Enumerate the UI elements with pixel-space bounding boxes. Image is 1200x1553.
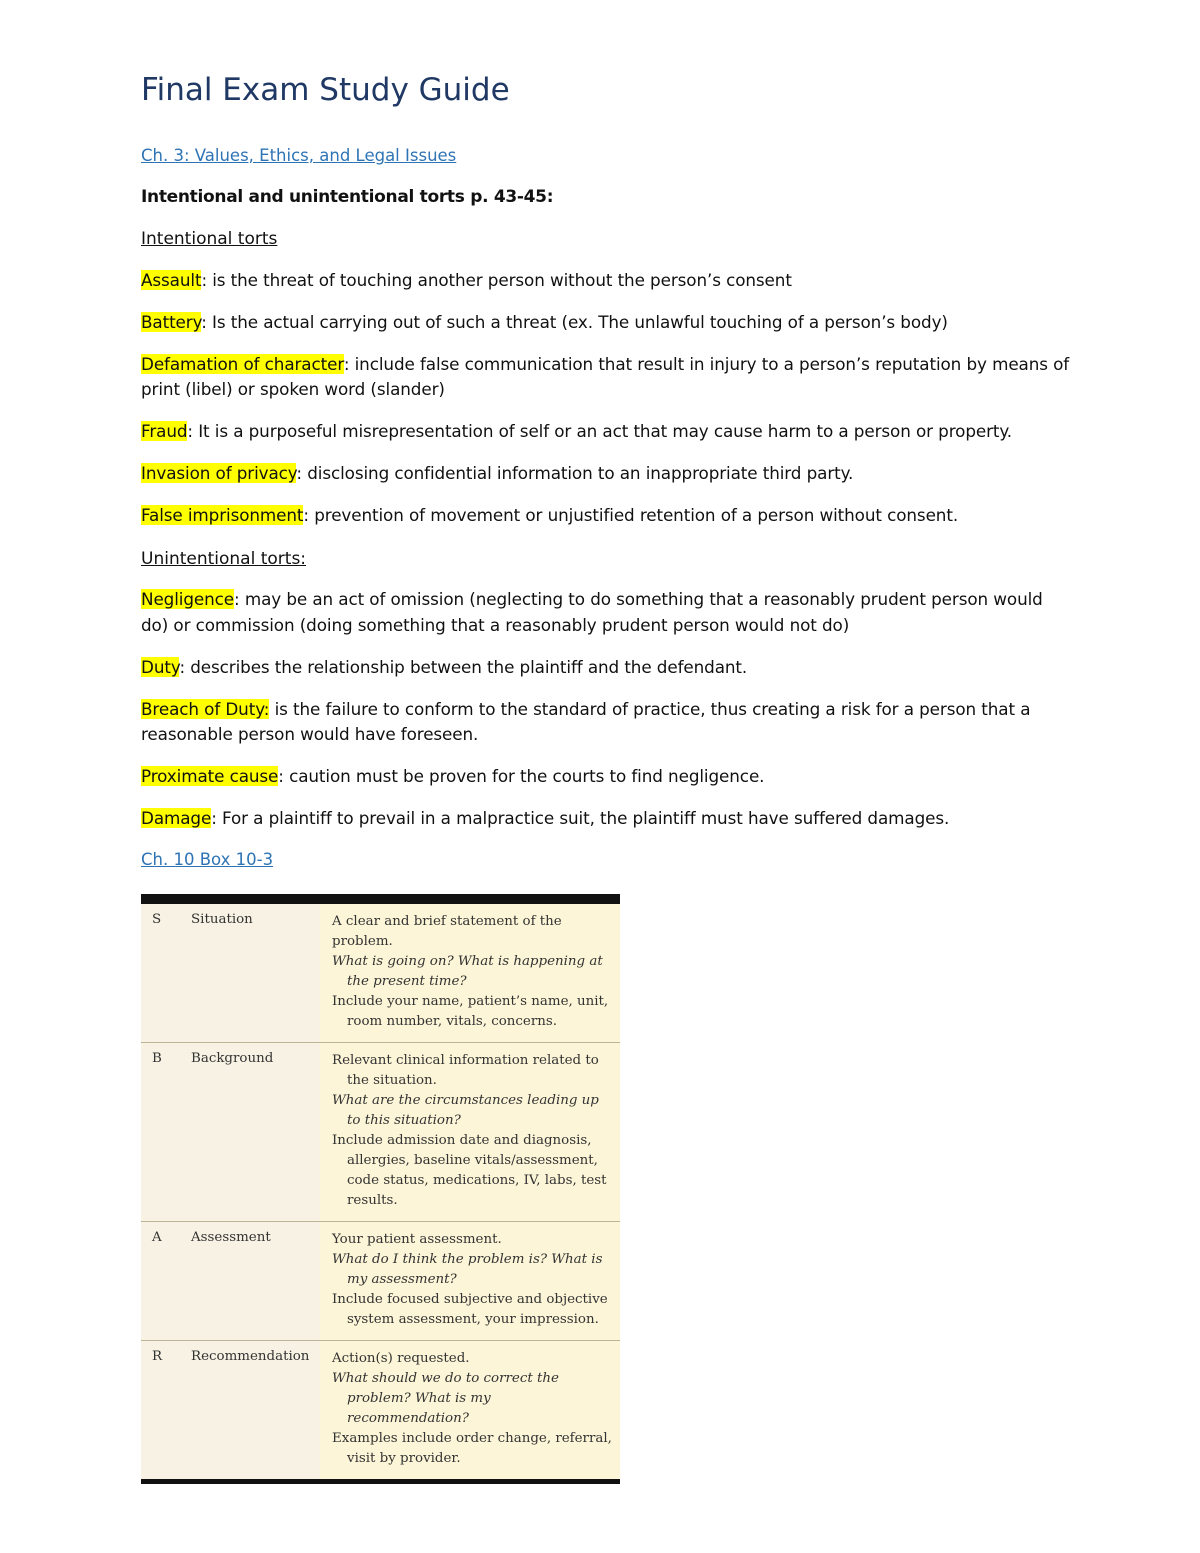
sbar-description — [320, 1043, 620, 1221]
sbar-letter: A — [141, 1222, 179, 1340]
term-text: : is the threat of touching another person without the person’s consent — [201, 269, 792, 290]
term-definition — [141, 655, 1071, 681]
sbar-line: Your patient assessment. — [332, 1232, 502, 1247]
sbar-description — [320, 904, 620, 1042]
term-text: : may be an act of omission (neglecting to do something that a reasonably prudent person would do) or commission (doing something that a reasonably prudent person would not do) — [141, 589, 1043, 635]
intentional-torts-label: Intentional torts — [141, 229, 278, 249]
term-definition — [141, 587, 1071, 638]
term-definition — [141, 352, 1071, 403]
term-highlight: Proximate cause — [141, 766, 279, 786]
sbar-question: What do I think the problem is? What is my assessment? — [332, 1252, 603, 1287]
term-highlight: Breach of Duty: — [141, 698, 270, 719]
term-text: : describes the relationship between the plaintiff and the defendant. — [179, 656, 748, 677]
intentional-torts-list — [141, 268, 1071, 529]
term-highlight: Assault — [141, 269, 202, 290]
torts-heading: Intentional and unintentional torts p. 43-45: — [141, 187, 554, 207]
term-highlight: Invasion of privacy — [141, 463, 297, 483]
term-definition — [141, 806, 1071, 832]
term-definition — [141, 419, 1071, 445]
sbar-line: Include focused subjective and objective system assessment, your impression. — [332, 1292, 608, 1327]
section-link-ch10-box[interactable]: Ch. 10 Box 10-3 — [141, 849, 274, 869]
sbar-question: What are the circumstances leading up to this situation? — [332, 1093, 599, 1128]
term-text: : prevention of movement or unjustified retention of a person without consent. — [303, 505, 959, 525]
sbar-row — [141, 904, 620, 1043]
sbar-line: Examples include order change, referral, visit by provider. — [332, 1431, 612, 1466]
term-highlight: Defamation of character — [141, 353, 344, 374]
term-text: : include false communication that result in injury to a person’s reputation by means of print (libel) or spoken word (slander) — [141, 353, 1070, 399]
sbar-description — [320, 1341, 620, 1479]
term-highlight: Battery — [141, 311, 202, 332]
term-text: : It is a purposeful misrepresentation of self or an act that may cause harm to a person or property. — [187, 421, 1013, 441]
sbar-letter: S — [141, 904, 179, 1042]
sbar-line: Action(s) requested. — [332, 1351, 470, 1366]
term-text: is the failure to conform to the standard of practice, thus creating a risk for a person that a reasonable person would have foreseen. — [141, 698, 1031, 744]
document-title: Final Exam Study Guide — [141, 72, 510, 108]
sbar-row — [141, 1043, 620, 1222]
section-link-ch3[interactable]: Ch. 3: Values, Ethics, and Legal Issues — [141, 146, 457, 165]
term-text: : For a plaintiff to prevail in a malpractice suit, the plaintiff must have suffered damages. — [211, 808, 950, 828]
sbar-line: A clear and brief statement of the problem. — [332, 914, 562, 949]
term-highlight: Negligence — [141, 589, 235, 609]
sbar-label: Assessment — [179, 1222, 320, 1340]
term-highlight: False imprisonment — [141, 505, 304, 525]
sbar-label: Background — [179, 1043, 320, 1221]
sbar-label: Recommendation — [179, 1341, 320, 1479]
term-definition — [141, 697, 1071, 748]
sbar-line: Relevant clinical information related to the situation. — [332, 1053, 599, 1088]
sbar-row — [141, 1222, 620, 1341]
sbar-table — [141, 894, 620, 1484]
term-definition — [141, 310, 1071, 336]
unintentional-torts-list — [141, 587, 1071, 832]
term-text: : disclosing confidential information to an inappropriate third party. — [296, 463, 854, 483]
term-definition — [141, 764, 1071, 790]
term-definition — [141, 503, 1071, 529]
sbar-label: Situation — [179, 904, 320, 1042]
term-definition — [141, 268, 1071, 294]
term-definition — [141, 461, 1071, 487]
sbar-line: Include your name, patient’s name, unit, room number, vitals, concerns. — [332, 994, 609, 1029]
term-highlight: Duty — [141, 656, 180, 677]
sbar-question: What should we do to correct the problem? What is my recommendation? — [332, 1371, 559, 1426]
term-highlight: Damage — [141, 808, 212, 828]
unintentional-torts-label: Unintentional torts: — [141, 548, 307, 569]
sbar-description — [320, 1222, 620, 1340]
term-text: : Is the actual carrying out of such a threat (ex. The unlawful touching of a person’s body) — [201, 311, 948, 332]
document-body — [141, 70, 1071, 872]
sbar-letter: R — [141, 1341, 179, 1479]
sbar-letter: B — [141, 1043, 179, 1221]
sbar-question: What is going on? What is happening at the present time? — [332, 954, 603, 989]
sbar-row — [141, 1341, 620, 1479]
term-text: : caution must be proven for the courts to find negligence. — [278, 766, 765, 786]
sbar-line: Include admission date and diagnosis, allergies, baseline vitals/assessment, code status, medications, IV, labs, test results. — [332, 1133, 607, 1208]
term-highlight: Fraud — [141, 421, 188, 441]
